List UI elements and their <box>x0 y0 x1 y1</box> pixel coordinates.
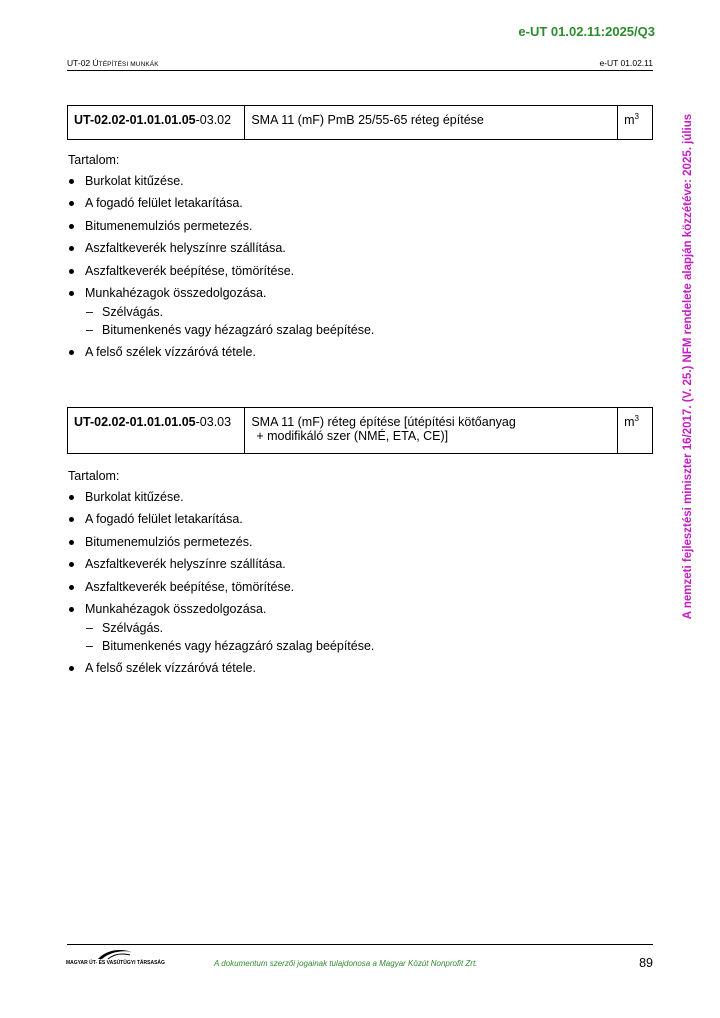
header-section-rest: TÉPÍTÉSI MUNKÁK <box>98 61 159 68</box>
content-list <box>68 174 374 360</box>
item-code-main: UT-02.02-01.01.01.05 <box>74 415 196 429</box>
item-unit: m <box>624 113 635 127</box>
logo-text: MAGYAR ÚT- ÉS VASÚTÜGYI TÁRSASÁG <box>66 960 165 966</box>
list-item: A fogadó felület letakarítása. <box>68 196 374 211</box>
logo-swoosh-icon <box>96 948 134 960</box>
item-unit-exponent: 3 <box>634 413 639 423</box>
item-unit: m <box>624 415 635 429</box>
list-item <box>68 602 374 654</box>
sub-list <box>85 621 374 654</box>
list-item: A fogadó felület letakarítása. <box>68 512 374 527</box>
header-section-title <box>67 58 159 68</box>
item-content-1 <box>68 153 374 368</box>
list-item: Bitumenemulziós permetezés. <box>68 535 374 550</box>
item-code-cell <box>68 408 245 454</box>
content-title: Tartalom: <box>68 469 120 483</box>
sub-list <box>85 305 374 338</box>
list-item: Aszfaltkeverék helyszínre szállítása. <box>68 241 374 256</box>
item-code-main: UT-02.02-01.01.01.05 <box>74 113 196 127</box>
header-doc-id: e-UT 01.02.11 <box>599 58 653 68</box>
item-description-continued: + modifikáló szer (NMÉ, ETA, CE)] <box>256 429 449 443</box>
item-description: SMA 11 (mF) PmB 25/55-65 réteg építése <box>251 113 484 127</box>
running-header <box>67 58 653 71</box>
item-unit-exponent: 3 <box>634 111 639 121</box>
item-code-cell <box>68 106 245 140</box>
sub-list-item: – Szélvágás. <box>85 621 374 636</box>
item-row <box>68 106 653 140</box>
copyright-notice: A dokumentum szerzői jogainak tulajdonosa a Magyar Közút Nonprofit Zrt. <box>214 959 478 968</box>
list-item: Burkolat kitűzése. <box>68 174 374 189</box>
item-code-suffix: -03.03 <box>195 415 232 429</box>
item-description-cell <box>245 408 618 454</box>
page-number: 89 <box>639 956 653 970</box>
content-title: Tartalom: <box>68 153 120 167</box>
content-list <box>68 490 374 676</box>
sub-list-item: – Szélvágás. <box>85 305 374 320</box>
sub-list-item: – Bitumenkenés vagy hézagzáró szalag beépítése. <box>85 639 374 654</box>
list-item <box>68 286 374 338</box>
list-item: Aszfaltkeverék beépítése, tömörítése. <box>68 264 374 279</box>
publication-side-note: A nemzeti fejlesztési miniszter 16/2017. (V. 25.) NFM rendelete alapján közzétéve: 2025. július <box>682 113 694 620</box>
item-table-2 <box>67 407 653 454</box>
item-description-cell <box>245 106 618 140</box>
item-content-2 <box>68 469 374 684</box>
sub-list-item: – Bitumenkenés vagy hézagzáró szalag beépítése. <box>85 323 374 338</box>
list-item: Aszfaltkeverék beépítése, tömörítése. <box>68 580 374 595</box>
header-section-prefix: UT-02 Ú <box>67 58 99 68</box>
item-code-suffix: -03.02 <box>195 113 232 127</box>
list-item-text: Munkahézagok összedolgozása. <box>85 285 267 300</box>
item-table-1 <box>67 105 653 140</box>
item-unit-cell <box>618 106 653 140</box>
list-item-text: Munkahézagok összedolgozása. <box>85 601 267 616</box>
list-item: Bitumenemulziós permetezés. <box>68 219 374 234</box>
document-code: e-UT 01.02.11:2025/Q3 <box>518 24 655 39</box>
list-item: Aszfaltkeverék helyszínre szállítása. <box>68 557 374 572</box>
list-item: A felső szélek vízzáróvá tétele. <box>68 661 374 676</box>
item-unit-cell <box>618 408 653 454</box>
footer-divider <box>67 944 653 945</box>
item-description: SMA 11 (mF) réteg építése [útépítési kötőanyag <box>251 415 516 429</box>
organization-logo <box>66 948 166 970</box>
item-row <box>68 408 653 454</box>
list-item: A felső szélek vízzáróvá tétele. <box>68 345 374 360</box>
list-item: Burkolat kitűzése. <box>68 490 374 505</box>
